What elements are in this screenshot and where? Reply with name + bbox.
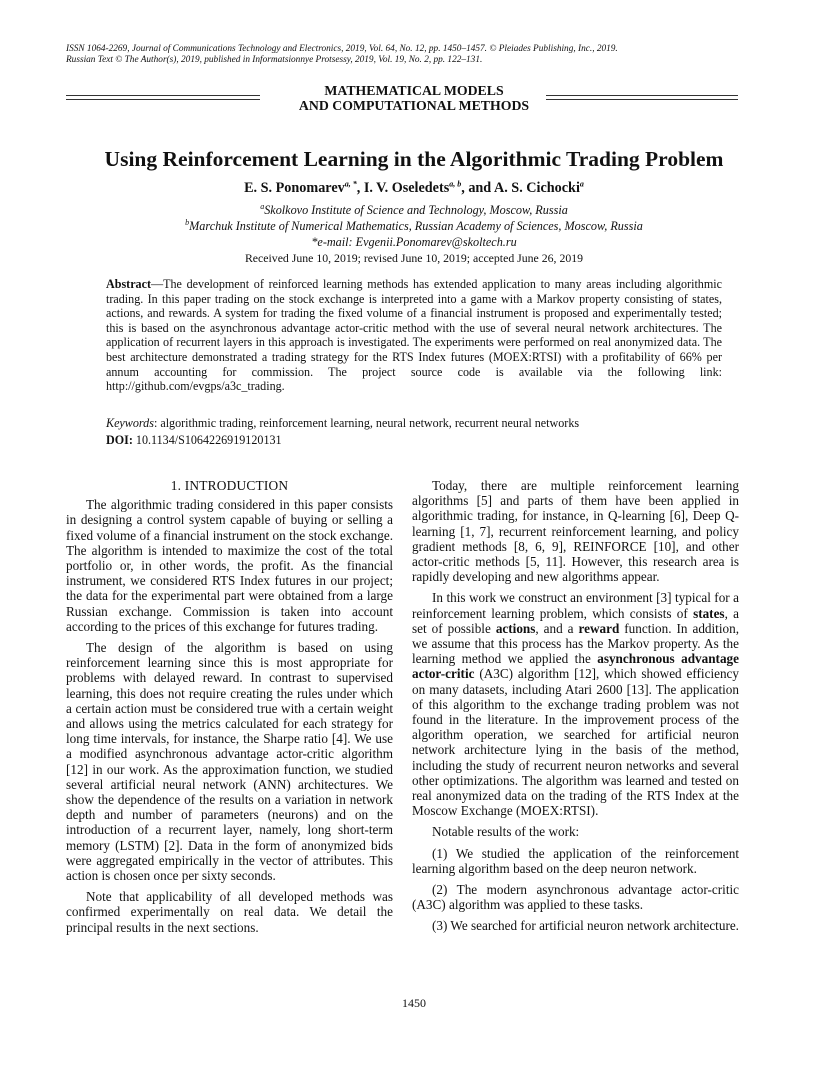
section-heading-line1: MATHEMATICAL MODELS [324,83,504,98]
author-list [0,180,828,197]
keywords [106,416,722,431]
abstract-text: —The development of reinforced learning methods has extended application to many areas including algorithmic trading. In this paper trading on the stock exchange is interpreted into a game with a Markov property consisting of states, actions, and rewards. A system for trading the fixed volume of a financial instrument is proposed and experimentally tested; this is based on the asynchronous advantage actor-critic method with the use of several neural network architectures. The application of recurrent layers in this approach is investigated. The experiments were performed on real anonymized data. The best architecture demonstrated a trading strategy for the RTS Index futures (MOEX:RTSI) with a profitability of 66% per annum accounting for commission. The project source code is available via the following link: http://github.com/evgps/a3c_trading. [106,277,722,394]
term-states: states [693,605,725,621]
right-paragraph-2: In this work we construct an environment [3] typical for a reinforcement learning problem, which consists of states, a set of possible actions, and a reward function. In addition, we assume that this process has the Markov property. As the learning method we applied the asynchronous advantage actor-critic (A3C) algorithm [12], which showed efficiency on many datasets, including Atari 2600 [13]. The application of this algorithm to the exchange trading problem was not found in the literature. In the improvement process of the algorithm operation, we searched for artificial neuron network architecture lying in the basis of the method, including the study of recurrent neuron networks and several other optimizations. The algorithm was learned and tested on real anonymized data on the trading of the RTS Index at the Moscow Exchange (MOEX:RTSI). [412,590,739,819]
author-2: , I. V. Oseledets [356,180,450,196]
section-heading-line2: AND COMPUTATIONAL METHODS [298,98,530,113]
journal-header-line1: ISSN 1064-2269, Journal of Communications Technology and Electronics, 2019, Vol. 64, No. 12, pp. 1450–1457. © Pleiades Publishing, Inc., 2019. [66,44,618,54]
doi-text: 10.1134/S1064226919120131 [132,433,282,447]
result-item-1: (1) We studied the application of the reinforcement learning algorithm based on the deep neuron network. [412,845,739,876]
doi-label: DOI: [106,433,133,447]
keywords-text: : algorithmic trading, reinforcement learning, neural network, recurrent neural networks [153,416,580,430]
abstract-label: Abstract [106,277,152,291]
result-item-3: (3) We searched for artificial neuron network architecture. [432,918,739,934]
affiliations [0,202,828,250]
right-column [412,478,739,940]
paper-title: Using Reinforcement Learning in the Algorithmic Trading Problem [104,147,724,171]
author-2-affil: a, b [449,179,462,189]
journal-header-line2: Russian Text © The Author(s), 2019, published in Informatsionnye Protsessy, 2019, Vol. 19, No. 2, pp. 122–131. [66,55,483,65]
intro-paragraph-1: The algorithmic trading considered in this paper consists in designing a control system capable of buying or selling a fixed volume of a financial instrument on the stock exchange. The algorithm is intended to maximize the cost of the total portfolio or, in other words, the profit. As the financial instrument, we considered RTS Index futures in our project; the data for the experimental part were obtained from a large Russian exchange. Commission is taken into account according to the prices of this exchange for futures trading. [66,497,393,634]
page-number: 1450 [402,996,426,1010]
journal-header [66,44,618,66]
author-3-affil: a [579,179,584,189]
doi [106,433,722,448]
contact-email: *e-mail: Evgenii.Ponomarev@skoltech.ru [311,235,517,249]
left-column [66,478,393,941]
intro-paragraph-3: Note that applicability of all developed methods was confirmed experimentally on real data. We detail the principal results in the next sections. [66,889,393,935]
received-dates: Received June 10, 2019; revised June 10, 2019; accepted June 26, 2019 [244,251,584,265]
section-heading [0,83,828,113]
intro-paragraph-2: The design of the algorithm is based on using reinforcement learning since this is most appropriate for problems with delayed reward. In contrast to supervised learning, this does not require creating the rules under which a certain action must be considered true with a certain weight and allows using the metrics calculated for each strategy for long time intervals, for instance, the Sharpe ratio [4]. We use a modified asynchronous advantage actor-critic algorithm [12] in our work. As the approximation function, we studied several artificial neural network (ANN) architectures. We show the dependence of the results on a variation in network depth and number of parameters (neurons) and on the introduction of a recurrent layer, namely, long short-term memory (LSTM) [2]. Data in the form of anonymized bids were aggregated empirically in the vector of attributes. This action is chosen once per sixty seconds. [66,640,393,884]
author-3: , and A. S. Cichocki [461,180,580,196]
term-a3c: asynchronous advantage actor-critic [412,651,739,682]
right-paragraph-1: Today, there are multiple reinforcement learning algorithms [5] and parts of them have been applied in algorithmic trading, for instance, in Q-learning [6], Deep Q-learning [1, 7], recurrent reinforcement learning, and policy gradient methods [8, 6, 9], REINFORCE [10], and other actor-critic methods [5, 11]. However, this research area is rapidly developing and new algorithms appear. [412,478,739,585]
term-actions: actions [495,620,536,636]
result-item-2: (2) The modern asynchronous advantage actor-critic (A3C) algorithm was applied to these tasks. [412,882,739,913]
affiliation-b: $^b$Marchuk Institute of Numerical Mathematics, Russian Academy of Sciences, Moscow, Russia [185,217,643,233]
author-1: E. S. Ponomarev [244,180,345,196]
right-paragraph-3: Notable results of the work: [432,824,580,840]
affiliation-a: $^a$Skolkovo Institute of Science and Technology, Moscow, Russia [260,201,568,217]
term-reward: reward [578,620,620,636]
author-1-affil: a, * [344,179,357,189]
introduction-heading: 1. INTRODUCTION [170,478,289,493]
keywords-label: Keywords [106,416,154,430]
abstract [106,277,722,394]
